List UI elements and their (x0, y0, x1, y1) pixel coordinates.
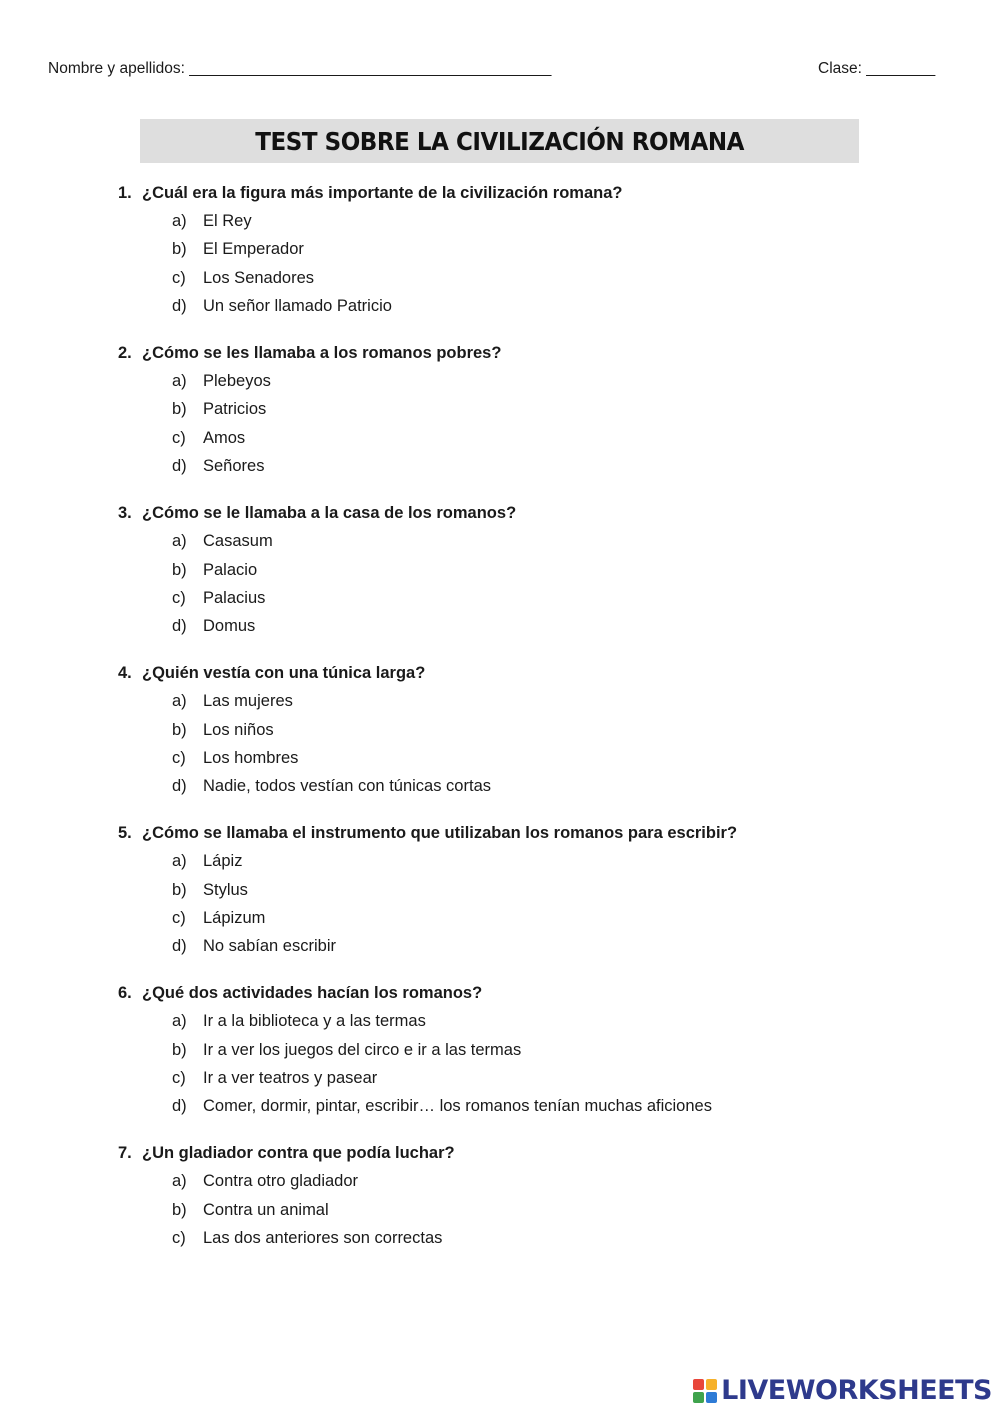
liveworksheets-logo (693, 1375, 992, 1406)
answer-option[interactable] (118, 932, 918, 960)
page-title: TEST SOBRE LA CIVILIZACIÓN ROMANA (255, 126, 744, 156)
option-text: Las dos anteriores son correctas (203, 1229, 443, 1248)
option-text: Contra otro gladiador (203, 1172, 359, 1191)
logo-text: LIVEWORKSHEETS (721, 1375, 992, 1406)
question-number: 5. (118, 824, 132, 843)
option-letter: b) (172, 880, 187, 899)
option-letter: c) (172, 748, 186, 767)
option-letter: d) (172, 937, 187, 956)
answer-option[interactable] (118, 716, 918, 744)
option-text: Señores (203, 457, 265, 476)
option-text: Lápizum (203, 909, 266, 928)
answer-options (118, 1167, 918, 1252)
option-letter: c) (172, 268, 186, 287)
logo-square-green (693, 1392, 704, 1403)
answer-option[interactable] (118, 847, 918, 875)
option-letter: d) (172, 777, 187, 796)
name-field[interactable]: Nombre y apellidos: __________________________________________ (48, 60, 552, 77)
class-field[interactable]: Clase: ________ (818, 60, 936, 77)
option-letter: a) (172, 852, 187, 871)
question-title (118, 179, 918, 207)
answer-option[interactable] (118, 612, 918, 640)
option-letter: b) (172, 1040, 187, 1059)
answer-option[interactable] (118, 876, 918, 904)
question-7 (118, 1139, 918, 1252)
option-text: Casasum (203, 532, 273, 551)
question-5 (118, 819, 918, 961)
option-letter: a) (172, 1172, 187, 1191)
question-text: ¿Cómo se les llamaba a los romanos pobres? (142, 344, 502, 363)
option-text: Un señor llamado Patricio (203, 297, 392, 316)
answer-option[interactable] (118, 1224, 918, 1252)
question-number: 1. (118, 184, 132, 202)
option-letter: c) (172, 909, 186, 928)
option-letter: d) (172, 1097, 187, 1116)
option-text: Amos (203, 428, 246, 447)
question-title (118, 1139, 918, 1167)
option-text: Ir a ver los juegos del circo e ir a las termas (203, 1040, 522, 1059)
option-text: Ir a ver teatros y pasear (203, 1069, 378, 1088)
option-text: Palacio (203, 560, 258, 579)
answer-option[interactable] (118, 904, 918, 932)
logo-square-yellow (706, 1379, 717, 1390)
answer-options (118, 367, 918, 481)
answer-option[interactable] (118, 744, 918, 772)
option-letter: b) (172, 400, 187, 419)
option-letter: a) (172, 212, 187, 230)
question-title (118, 659, 918, 687)
option-text: Domus (203, 617, 256, 636)
option-letter: a) (172, 692, 187, 711)
option-text: El Emperador (203, 240, 304, 259)
question-number: 7. (118, 1144, 132, 1163)
question-list (118, 179, 918, 1271)
answer-option[interactable] (118, 1064, 918, 1092)
logo-square-blue (706, 1392, 717, 1403)
answer-option[interactable] (118, 264, 918, 292)
logo-square-red (693, 1379, 704, 1390)
option-text: Los hombres (203, 748, 299, 767)
option-letter: c) (172, 1069, 186, 1088)
option-text: Nadie, todos vestían con túnicas cortas (203, 777, 491, 796)
question-number: 3. (118, 504, 132, 523)
option-letter: c) (172, 1229, 186, 1248)
answer-option[interactable] (118, 292, 918, 320)
title-banner (140, 119, 859, 163)
answer-option[interactable] (118, 1167, 918, 1195)
answer-option[interactable] (118, 424, 918, 452)
question-title (118, 819, 918, 847)
option-text: Lápiz (203, 852, 243, 871)
question-text: ¿Un gladiador contra que podía luchar? (142, 1144, 455, 1163)
option-letter: b) (172, 560, 187, 579)
option-text: Los Senadores (203, 268, 314, 287)
option-text: Contra un animal (203, 1200, 329, 1219)
answer-option[interactable] (118, 1036, 918, 1064)
option-text: Los niños (203, 720, 274, 739)
question-text: ¿Qué dos actividades hacían los romanos? (142, 984, 483, 1003)
option-letter: b) (172, 1200, 187, 1219)
option-letter: d) (172, 457, 187, 476)
answer-option[interactable] (118, 556, 918, 584)
option-text: Plebeyos (203, 372, 271, 391)
option-letter: b) (172, 240, 187, 259)
option-letter: d) (172, 617, 187, 636)
answer-options (118, 1007, 918, 1121)
answer-option[interactable] (118, 1196, 918, 1224)
option-text: Stylus (203, 880, 248, 899)
option-letter: b) (172, 720, 187, 739)
option-text: Ir a la biblioteca y a las termas (203, 1012, 426, 1031)
question-text: ¿Quién vestía con una túnica larga? (142, 664, 426, 683)
answer-option[interactable] (118, 367, 918, 395)
answer-option[interactable] (118, 235, 918, 263)
answer-options (118, 527, 918, 641)
option-text: Patricios (203, 400, 267, 419)
answer-option[interactable] (118, 1092, 918, 1120)
option-letter: c) (172, 588, 186, 607)
answer-options (118, 847, 918, 961)
answer-option[interactable] (118, 687, 918, 715)
question-text: ¿Cómo se le llamaba a la casa de los romanos? (142, 504, 517, 523)
question-2 (118, 339, 918, 481)
answer-options (118, 687, 918, 801)
question-title (118, 339, 918, 367)
answer-option[interactable] (118, 527, 918, 555)
question-3 (118, 499, 918, 641)
question-title (118, 979, 918, 1007)
option-text: Comer, dormir, pintar, escribir… los romanos tenían muchas aficiones (203, 1097, 712, 1116)
option-letter: a) (172, 372, 187, 391)
option-text: El Rey (203, 212, 252, 230)
answer-option[interactable] (118, 584, 918, 612)
question-text: ¿Cómo se llamaba el instrumento que utilizaban los romanos para escribir? (142, 824, 738, 843)
option-text: No sabían escribir (203, 937, 336, 956)
question-number: 2. (118, 344, 132, 363)
answer-option[interactable] (118, 452, 918, 480)
answer-option[interactable] (118, 207, 918, 235)
question-text: ¿Cuál era la figura más importante de la civilización romana? (142, 184, 623, 202)
answer-options (118, 207, 918, 321)
question-title (118, 499, 918, 527)
option-text: Las mujeres (203, 692, 293, 711)
question-4 (118, 659, 918, 801)
option-letter: d) (172, 297, 187, 316)
question-number: 6. (118, 984, 132, 1003)
option-letter: a) (172, 1012, 187, 1031)
answer-option[interactable] (118, 772, 918, 800)
option-letter: c) (172, 428, 186, 447)
answer-option[interactable] (118, 395, 918, 423)
liveworksheets-logo-icon (693, 1379, 717, 1403)
question-1 (118, 179, 918, 321)
question-6 (118, 979, 918, 1121)
option-letter: a) (172, 532, 187, 551)
answer-option[interactable] (118, 1007, 918, 1035)
option-text: Palacius (203, 588, 266, 607)
question-number: 4. (118, 664, 132, 683)
